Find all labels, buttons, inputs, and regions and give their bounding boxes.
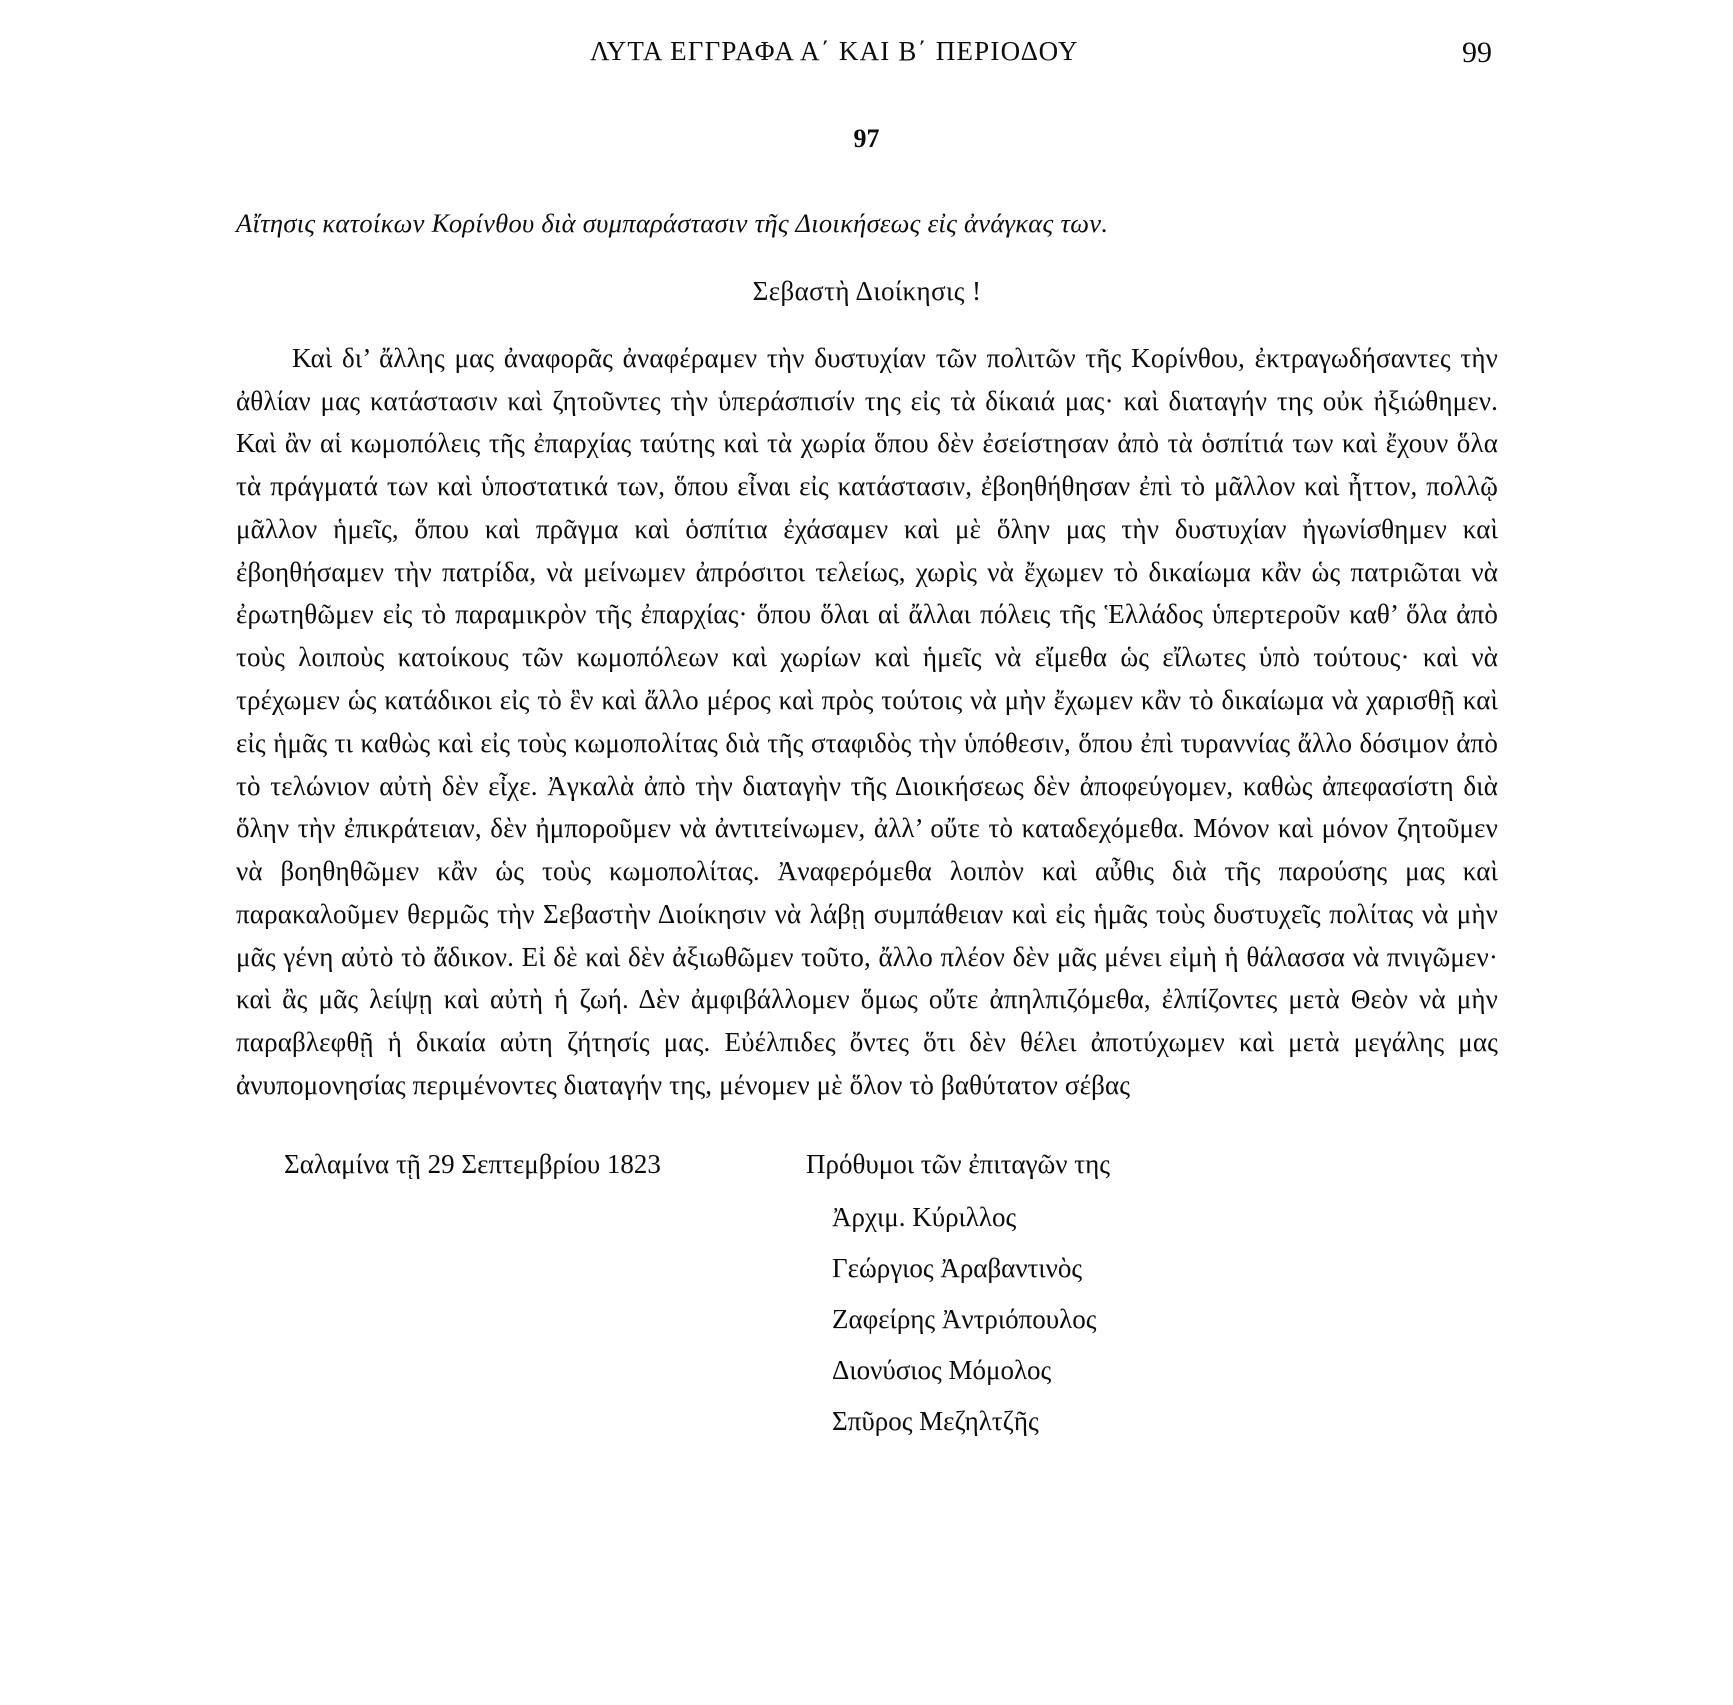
- signer-name: Σπῦρος Μεζηλτζῆς: [832, 1405, 1039, 1436]
- signer-name: Διονύσιος Μόμολος: [832, 1354, 1052, 1385]
- body-text: Καὶ δι’ ἄλλης μας ἀναφορᾶς ἀναφέραμεν τὴν δυστυχίαν τῶν πολιτῶν τῆς Κορίνθου, ἐκτραγωδήσαντες τὴν ἀθλίαν μας κατάστασιν καὶ ζητοῦντες τὴν ὑπεράσπισίν της εἰς τὰ δίκαιά μας· καὶ διαταγήν της οὐκ ἠξιώθημεν. Καὶ ἂν αἱ κωμοπόλεις τῆς ἐπαρχίας ταύτης καὶ τὰ χωρία ὅπου δὲν ἐσείστησαν ἀπὸ τὰ ὁσπίτιά των καὶ ἔχουν ὅλα τὰ πράγματά των καὶ ὑποστατικά των, ὅπου εἶναι εἰς κατάστασιν, ἐβοηθήθησαν ἐπὶ τὸ μᾶλλον καὶ ἦττον, πολλῷ μᾶλλον ἡμεῖς, ὅπου καὶ πρᾶγμα καὶ ὁσπίτια ἐχάσαμεν καὶ μὲ ὅλην μας τὴν δυστυχίαν ἠγωνίσθημεν καὶ ἐβοηθήσαμεν τὴν πατρίδα, νὰ μείνωμεν ἀπρόσιτοι τελείως, χωρὶς νὰ ἔχωμεν τὸ δικαίωμα κἂν ὡς πατριῶται νὰ ἐρωτηθῶμεν εἰς τὸ παραμικρὸν τῆς ἐπαρχίας· ὅπου ὅλαι αἱ ἄλλαι πόλεις τῆς Ἑλλάδος ὑπερτεροῦν καθ’ ὅλα ἀπὸ τοὺς λοιποὺς κατοίκους τῶν κωμοπόλεων καὶ χωρίων καὶ ἡμεῖς νὰ εἴμεθα ὡς εἴλωτες ὑπὸ τούτους· καὶ νὰ τρέχωμεν ὡς κατάδικοι εἰς τὸ ἓν καὶ ἄλλο μέρος καὶ πρὸς τούτοις νὰ μὴν ἔχωμεν κἂν τὸ δικαίωμα νὰ χαρισθῇ καὶ εἰς ἡμᾶς τι καθὼς καὶ εἰς τοὺς κωμοπολίτας διὰ τῆς σταφιδὸς τὴν ὑπόθεσιν, ὅπου ἐπὶ τυραννίας ἄλλο δόσιμον ἀπὸ τὸ τελώνιον αὐτὴ δὲν εἶχε. Ἀγκαλὰ ἀπὸ τὴν διαταγὴν τῆς Διοικήσεως δὲν ἀποφεύγομεν, καθὼς ἀπεφασίστη διὰ ὅλην τὴν ἐπικράτειαν, δὲν ἠμποροῦμεν νὰ ἀντιτείνωμεν, ἀλλ’ οὔτε τὸ καταδεχόμεθα. Μόνον καὶ μόνον ζητοῦμεν νὰ βοηθηθῶμεν κἂν ὡς τοὺς κωμοπολίτας. Ἀναφερόμεθα λοιπὸν καὶ αὖθις διὰ τῆς παρούσης μας καὶ παρακαλοῦμεν θερμῶς τὴν Σεβαστὴν Διοίκησιν νὰ λάβῃ συμπάθειαν καὶ εἰς ἡμᾶς τοὺς δυστυχεῖς πολίτας νὰ μὴν μᾶς γένη αὐτὸ τὸ ἄδικον. Εἰ δὲ καὶ δὲν ἀξιωθῶμεν τοῦτο, ἄλλο πλέον δὲν μᾶς μένει εἰμὴ ἡ θάλασσα νὰ πνιγῶμεν· καὶ ἂς μᾶς λείψῃ καὶ αὐτὴ ἡ ζωή. Δὲν ἀμφιβάλλομεν ὅμως οὔτε ἀπηλπιζόμεθα, ἐλπίζοντες μετὰ Θεὸν νὰ μὴν παραβλεφθῇ ἡ δικαία αὐτη ζήτησίς μας. Εὐέλπιδες ὄντες ὅτι δὲν θέλει ἀποτύχωμεν καὶ μετὰ μεγάλης μας ἀνυπομονησίας περιμένοντες διαταγήν της, μένομεν μὲ ὅλον τὸ βαθύτατον σέβας: [236, 342, 1498, 1101]
- salutation: Σεβαστὴ Διοίκησις !: [752, 275, 982, 306]
- document-number: 97: [853, 124, 880, 153]
- running-head: [0, 36, 1733, 80]
- document-body: [236, 337, 1498, 1107]
- signer-name: Ἀρχιμ. Κύριλλος: [832, 1201, 1017, 1232]
- signer-name: Ζαφείρης Ἀντριόπουλος: [832, 1303, 1097, 1334]
- signer-name: Γεώργιος Ἀραβαντινὸς: [832, 1252, 1083, 1283]
- signers-list: [806, 1149, 1110, 1437]
- signature-block: [236, 1149, 1498, 1469]
- signers-lead: Πρόθυμοι τῶν ἐπιταγῶν της: [806, 1148, 1110, 1179]
- page-number: 99: [1462, 36, 1492, 69]
- running-head-title: ΛΥΤΑ ΕΓΓΡΑΦΑ Α΄ ΚΑΙ Β΄ ΠΕΡΙΟΔΟΥ: [590, 36, 1079, 66]
- document-content: [236, 206, 1498, 1469]
- place-and-date: Σαλαμίνα τῇ 29 Σεπτεμβρίου 1823: [284, 1148, 661, 1179]
- document-caption: Αἴτησις κατοίκων Κορίνθου διὰ συμπαράστασιν τῆς Διοικήσεως εἰς ἀνάγκας των.: [236, 208, 1109, 238]
